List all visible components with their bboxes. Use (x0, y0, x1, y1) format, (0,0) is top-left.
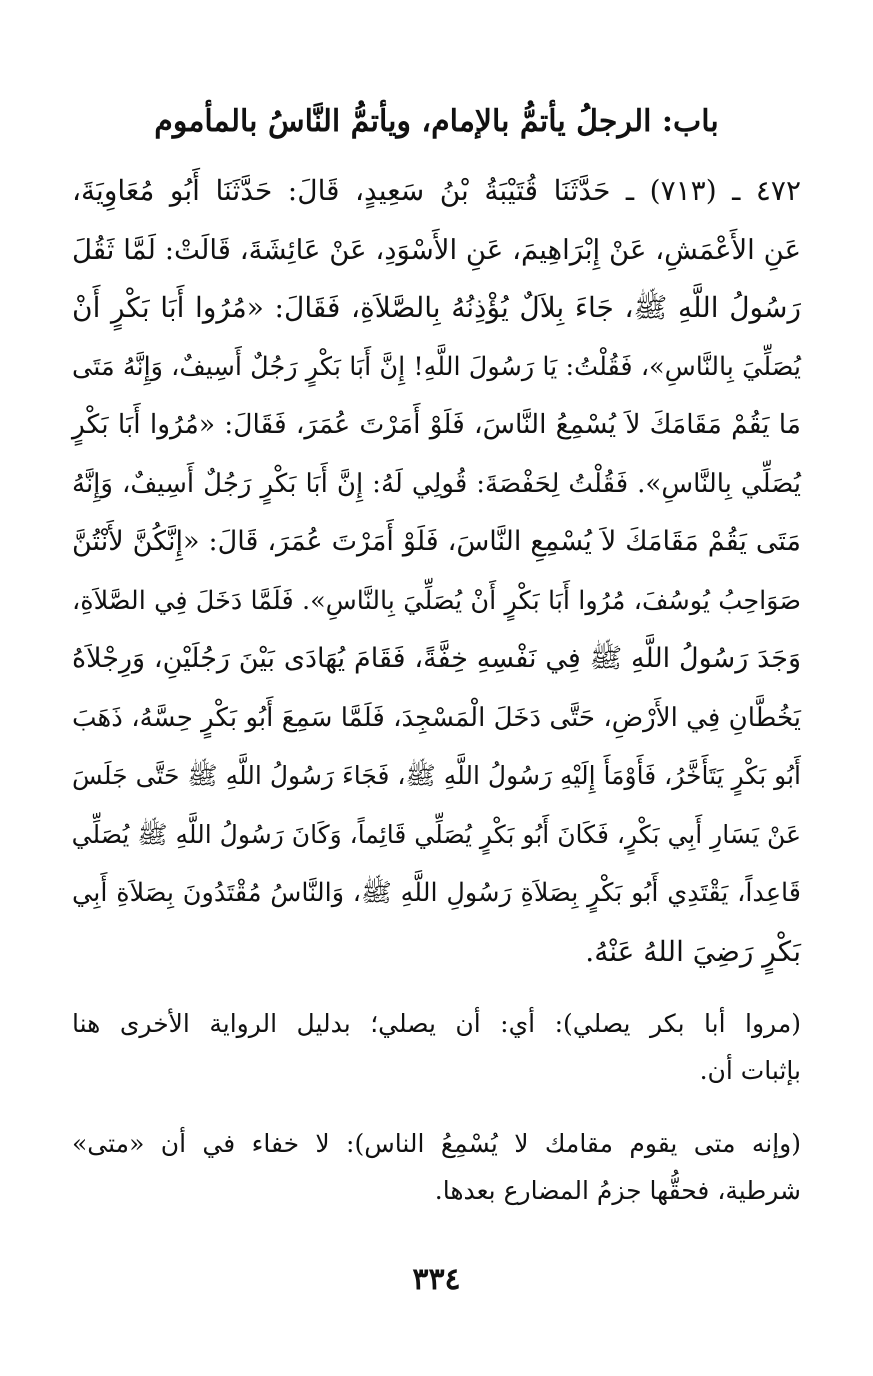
hadith-line: وَجَدَ رَسُولُ اللَّهِ ﷺ فِي نَفْسِهِ خِفَّةً، فَقَامَ يُهَادَى بَيْنَ رَجُلَيْنِ، وَرِجْلاَهُ (72, 643, 801, 674)
hadith-line: عَنِ الأَعْمَشِ، عَنْ إِبْرَاهِيمَ، عَنِ الأَسْوَدِ، عَنْ عَائِشَةَ، قَالَتْ: لَمَّا ثَقُلَ (72, 233, 801, 266)
hadith-line: رَسُولُ اللَّهِ ﷺ، جَاءَ بِلاَلٌ يُؤْذِنُهُ بِالصَّلاَةِ، فَقَالَ: «مُرُوا أَبَا بَكْرٍ أَنْ (72, 291, 801, 324)
commentary-line: بإثبات أن. (699, 1056, 801, 1085)
hadith-text (72, 162, 801, 981)
commentary-line: شرطية، فحقُّها جزمُ المضارع بعدها. (434, 1176, 801, 1205)
hadith-line: يَخُطَّانِ فِي الأَرْضِ، حَتَّى دَخَلَ الْمَسْجِدَ، فَلَمَّا سَمِعَ أَبُو بَكْرٍ حِسَّهُ، ذَهَبَ (72, 702, 801, 733)
commentary-paragraph-1 (72, 1000, 801, 1094)
hadith-line: صَوَاحِبُ يُوسُفَ، مُرُوا أَبَا بَكْرٍ أَنْ يُصَلِّيَ بِالنَّاسِ». فَلَمَّا دَخَلَ فِي الصَّلاَةِ، (72, 585, 801, 616)
hadith-line: قَاعِداً، يَقْتَدِي أَبُو بَكْرٍ بِصَلاَةِ رَسُولِ اللَّهِ ﷺ، وَالنَّاسُ مُقْتَدُونَ بِصَلاَةِ أَبِي (72, 878, 801, 908)
hadith-line: يُصَلِّيَ بِالنَّاسِ»، فَقُلْتُ: يَا رَسُولَ اللَّهِ! إِنَّ أَبَا بَكْرٍ رَجُلٌ أَسِيفٌ، وَإِنَّهُ مَتَى (72, 351, 801, 382)
hadith-line: عَنْ يَسَارِ أَبِي بَكْرٍ، فَكَانَ أَبُو بَكْرٍ يُصَلِّي قَائِماً، وَكَانَ رَسُولُ اللَّهِ ﷺ يُصَلِّي (71, 819, 801, 849)
hadith-line: مَا يَقُمْ مَقَامَكَ لاَ يُسْمِعُ النَّاسَ، فَلَوْ أَمَرْتَ عُمَرَ، فَقَالَ: «مُرُوا أَبَا بَكْرٍ (72, 409, 801, 440)
page-number: ٣٣٤ (412, 1262, 461, 1297)
commentary-paragraph-2 (72, 1120, 801, 1214)
hadith-line: مَتَى يَقُمْ مَقَامَكَ لاَ يُسْمِعِ النَّاسَ، فَلَوْ أَمَرْتَ عُمَرَ، قَالَ: «إِنَّكُنَّ لأَنْتُنَّ (72, 526, 801, 557)
chapter-title: باب: الرجلُ يأتمُّ بالإمام، ويأتمُّ النَّاسُ بالمأموم (154, 104, 719, 139)
commentary-line: (مروا أبا بكر يصلي): أي: أن يصلي؛ بدليل الرواية الأخرى هنا (72, 1009, 801, 1038)
hadith-line: بَكْرٍ رَضِيَ اللهُ عَنْهُ. (585, 934, 801, 968)
hadith-line: ٤٧٢ ـ (٧١٣) ـ حَدَّثَنَا قُتَيْبَةُ بْنُ سَعِيدٍ، قَالَ: حَدَّثَنَا أَبُو مُعَاوِيَةَ، (72, 174, 801, 207)
commentary-line: (وإنه متى يقوم مقامك لا يُسْمِعُ الناس): لا خفاء في أن «متى» (72, 1129, 801, 1158)
hadith-line: أَبُو بَكْرٍ يَتَأَخَّرُ، فَأَوْمَأَ إِلَيْهِ رَسُولُ اللَّهِ ﷺ، فَجَاءَ رَسُولُ اللَّهِ ﷺ حَتَّى جَلَسَ (72, 761, 801, 790)
hadith-line: يُصَلِّي بِالنَّاسِ». فَقُلْتُ لِحَفْصَةَ: قُولِي لَهُ: إِنَّ أَبَا بَكْرٍ رَجُلٌ أَسِيفٌ، وَإِنَّهُ (72, 468, 801, 499)
